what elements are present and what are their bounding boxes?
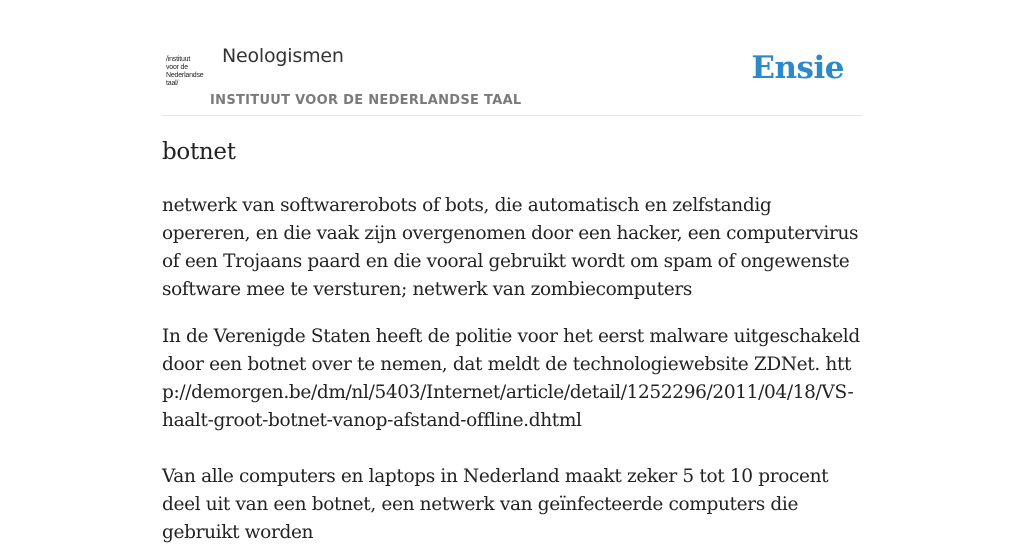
- entry-definition: netwerk van softwarerobots of bots, die automatisch en zelfstandig opereren, en die vaak zijn overgenomen door een hacker, een computervirus of een Trojaans paard en die vooral gebruikt wordt om spam of ongewenste software mee te versturen; netwerk van zombiecomputers: [162, 195, 859, 300]
- institute-logo[interactable]: [166, 56, 208, 88]
- logo-line: /instituut: [166, 56, 191, 63]
- site-header: [162, 0, 862, 116]
- content-container: [162, 0, 862, 543]
- ensie-brand-logo[interactable]: Ensie: [751, 50, 844, 86]
- example-text: In de Verenigde Staten heeft de politie voor het eerst malware uitgeschakeld door een botnet over te nemen, dat meldt de technologiewebsite ZDNet.: [162, 326, 860, 375]
- entry-headword: botnet: [162, 139, 236, 165]
- entry-example-1: [162, 323, 862, 435]
- logo-line: taal/: [166, 80, 179, 87]
- logo-line: voor de: [166, 64, 188, 71]
- organization-name: INSTITUUT VOOR DE NEDERLANDSE TAAL: [210, 93, 522, 108]
- entry-example-2: Van alle computers en laptops in Nederland maakt zeker 5 tot 10 procent deel uit van een botnet, een netwerk van geïnfecteerde computers die gebruikt worden: [162, 466, 829, 543]
- example-source-url: http://demorgen.be/dm/nl/5403/Internet/article/detail/1252296/2011/04/18/VS-haalt-groot-botnet-vanop-afstand-offline.dhtml: [162, 354, 854, 431]
- site-title[interactable]: Neologismen: [222, 45, 344, 67]
- logo-line: Nederlandse: [166, 72, 204, 79]
